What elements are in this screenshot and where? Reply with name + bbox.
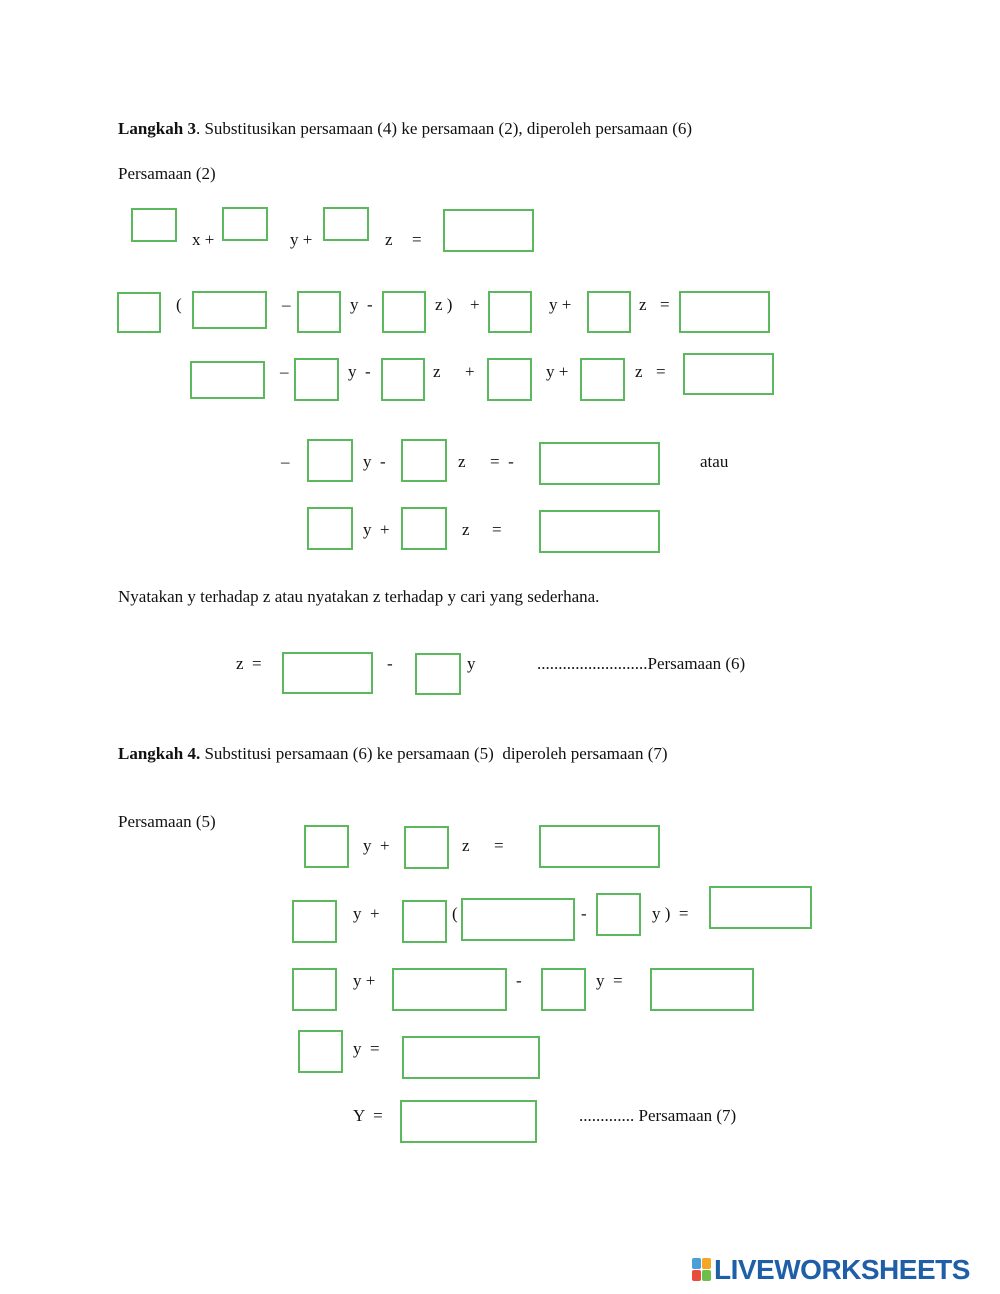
equals-minus: = - (490, 452, 514, 471)
term-z: z (385, 230, 393, 249)
plus-sign: + (465, 362, 475, 381)
persamaan-6-label: ..........................Persamaan (6) (537, 654, 746, 673)
equals-sign: = (660, 295, 670, 314)
liveworksheets-logo-text: LIVEWORKSHEETS (714, 1254, 970, 1285)
term-y-plus: y + (353, 904, 380, 923)
term-y-plus: y + (546, 362, 569, 381)
term-y-plus: y + (363, 520, 390, 539)
answer-box-r4-b[interactable] (401, 439, 447, 482)
answer-box-eq6-const[interactable] (282, 652, 373, 694)
minus-sign: - (387, 654, 393, 673)
z-equals: z = (236, 654, 262, 673)
atau-label: atau (700, 452, 729, 471)
plus-sign: + (470, 295, 480, 314)
term-z: z (462, 836, 470, 855)
answer-box-r2-rhs[interactable] (679, 291, 770, 333)
term-y: y (467, 654, 476, 673)
answer-box-r5-rhs[interactable] (539, 510, 660, 553)
term-y-equals: y = (353, 1039, 380, 1058)
answer-box-r2-c[interactable] (297, 291, 341, 333)
step4-heading-bold: Langkah 4. (118, 744, 201, 763)
term-y-minus: y - (348, 362, 371, 381)
answer-box-r2-f[interactable] (587, 291, 631, 333)
term-y-plus: y + (549, 295, 572, 314)
step3-heading-bold: Langkah 3 (118, 119, 196, 138)
answer-box-s4r2-a[interactable] (292, 900, 337, 943)
answer-box-r1-rhs[interactable] (443, 209, 534, 252)
minus-sign: – (281, 452, 290, 471)
term-z: z (462, 520, 470, 539)
answer-box-s4r2-d[interactable] (596, 893, 641, 936)
open-paren: ( (176, 295, 182, 314)
equals-sign: = (656, 362, 666, 381)
answer-box-r1-a[interactable] (131, 208, 177, 242)
answer-box-s4r3-a[interactable] (292, 968, 337, 1011)
answer-box-eq6-coef[interactable] (415, 653, 461, 695)
term-y-minus: y - (363, 452, 386, 471)
answer-box-r3-rhs[interactable] (683, 353, 774, 395)
answer-box-r3-c[interactable] (381, 358, 425, 401)
answer-box-s4r2-b[interactable] (402, 900, 447, 943)
step3-heading-text: . Substitusikan persamaan (4) ke persamaan (2), diperoleh persamaan (6) (195, 119, 693, 138)
persamaan-2-label: Persamaan (2) (118, 164, 216, 183)
step4-heading (118, 744, 668, 764)
liveworksheets-logo-icon (692, 1258, 712, 1282)
minus-sign: – (280, 362, 289, 381)
term-x-plus: x + (192, 230, 215, 249)
persamaan-7-label: ............. Persamaan (7) (579, 1106, 737, 1125)
answer-box-r3-a[interactable] (190, 361, 265, 399)
persamaan-5-label: Persamaan (5) (118, 812, 216, 831)
Y-equals: Y = (353, 1106, 383, 1125)
answer-box-r2-b[interactable] (192, 291, 267, 329)
answer-box-r5-a[interactable] (307, 507, 353, 550)
equals-sign: = (412, 230, 422, 249)
step4-heading-text: Substitusi persamaan (6) ke persamaan (5) diperoleh persamaan (7) (200, 744, 668, 763)
answer-box-r4-a[interactable] (307, 439, 353, 482)
answer-box-r4-rhs[interactable] (539, 442, 660, 485)
term-y-minus: y - (350, 295, 373, 314)
term-z: z (635, 362, 643, 381)
answer-box-s4r2-c[interactable] (461, 898, 575, 941)
term-y-plus: y + (353, 971, 376, 990)
answer-box-r3-d[interactable] (487, 358, 532, 401)
answer-box-eq7[interactable] (400, 1100, 537, 1143)
answer-box-s4r3-b[interactable] (392, 968, 507, 1011)
instruction-text: Nyatakan y terhadap z atau nyatakan z terhadap y cari yang sederhana. (118, 587, 600, 606)
term-y-close-equals: y ) = (652, 904, 689, 923)
term-y-plus: y + (363, 836, 390, 855)
minus-sign: - (581, 904, 587, 923)
minus-sign: – (282, 295, 291, 314)
answer-box-r2-d[interactable] (382, 291, 426, 333)
answer-box-s4r1-rhs[interactable] (539, 825, 660, 868)
liveworksheets-logo (692, 1253, 992, 1287)
answer-box-s4r1-b[interactable] (404, 826, 449, 869)
step3-heading (118, 119, 692, 139)
equals-sign: = (492, 520, 502, 539)
answer-box-r5-b[interactable] (401, 507, 447, 550)
answer-box-s4r4-rhs[interactable] (402, 1036, 540, 1079)
answer-box-r2-e[interactable] (488, 291, 532, 333)
answer-box-s4r4-a[interactable] (298, 1030, 343, 1073)
term-z: z (458, 452, 466, 471)
answer-box-r3-e[interactable] (580, 358, 625, 401)
answer-box-s4r3-c[interactable] (541, 968, 586, 1011)
term-y-equals: y = (596, 971, 623, 990)
answer-box-s4r1-a[interactable] (304, 825, 349, 868)
answer-box-s4r3-rhs[interactable] (650, 968, 754, 1011)
term-y-plus: y + (290, 230, 313, 249)
open-paren: ( (452, 904, 458, 923)
answer-box-r1-c[interactable] (323, 207, 369, 241)
answer-box-s4r2-rhs[interactable] (709, 886, 812, 929)
answer-box-r2-a[interactable] (117, 292, 161, 333)
equals-sign: = (494, 836, 504, 855)
minus-sign: - (516, 971, 522, 990)
term-z: z (433, 362, 441, 381)
term-z: z (639, 295, 647, 314)
term-z-close: z ) (435, 295, 453, 314)
answer-box-r3-b[interactable] (294, 358, 339, 401)
answer-box-r1-b[interactable] (222, 207, 268, 241)
